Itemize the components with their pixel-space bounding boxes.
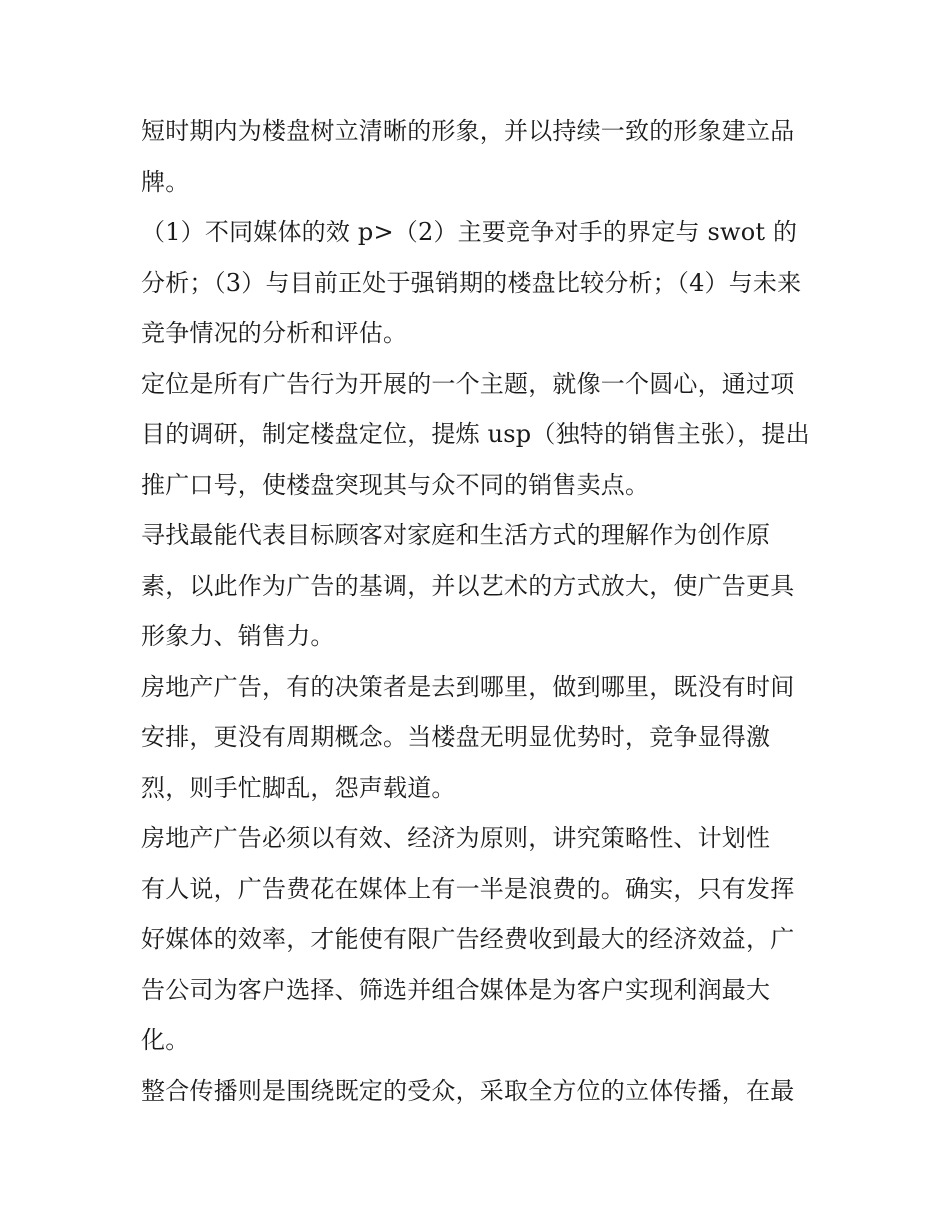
paragraph-principles: 房地产广告必须以有效、经济为原则，讲究策略性、计划性 <box>141 824 771 852</box>
document-body <box>141 106 813 1116</box>
paragraph-analysis-list: （1）不同媒体的效 p>（2）主要竞争对手的界定与 swot 的分析；（3）与目前正处于强销期的楼盘比较分析；（4）与未来竞争情况的分析和评估。 <box>141 218 802 347</box>
paragraph-positioning: 定位是所有广告行为开展的一个主题，就像一个圆心，通过项目的调研，制定楼盘定位，提炼 usp（独特的销售主张），提出推广口号，使楼盘突现其与众不同的销售卖点。 <box>141 369 810 499</box>
paragraph-creative-elements: 寻找最能代表目标顾客对家庭和生活方式的理解作为创作原素，以此作为广告的基调，并以艺术的方式放大，使广告更具形象力、销售力。 <box>141 521 795 650</box>
paragraph-integrated-communication: 整合传播则是围绕既定的受众，采取全方位的立体传播，在最 <box>141 1076 795 1105</box>
paragraph-decision-makers: 房地产广告，有的决策者是去到哪里，做到哪里，既没有时间安排，更没有周期概念。当楼盘无明显优势时，竞争显得激烈，则手忙脚乱，怨声载道。 <box>141 672 795 802</box>
paragraph-brand-image: 短时期内为楼盘树立清晰的形象，并以持续一致的形象建立品牌。 <box>141 117 795 196</box>
paragraph-media-efficiency: 有人说，广告费花在媒体上有一半是浪费的。确实，只有发挥好媒体的效率，才能使有限广告经费收到最大的经济效益，广告公司为客户选择、筛选并组合媒体是为客户实现利润最大化。 <box>141 874 795 1054</box>
